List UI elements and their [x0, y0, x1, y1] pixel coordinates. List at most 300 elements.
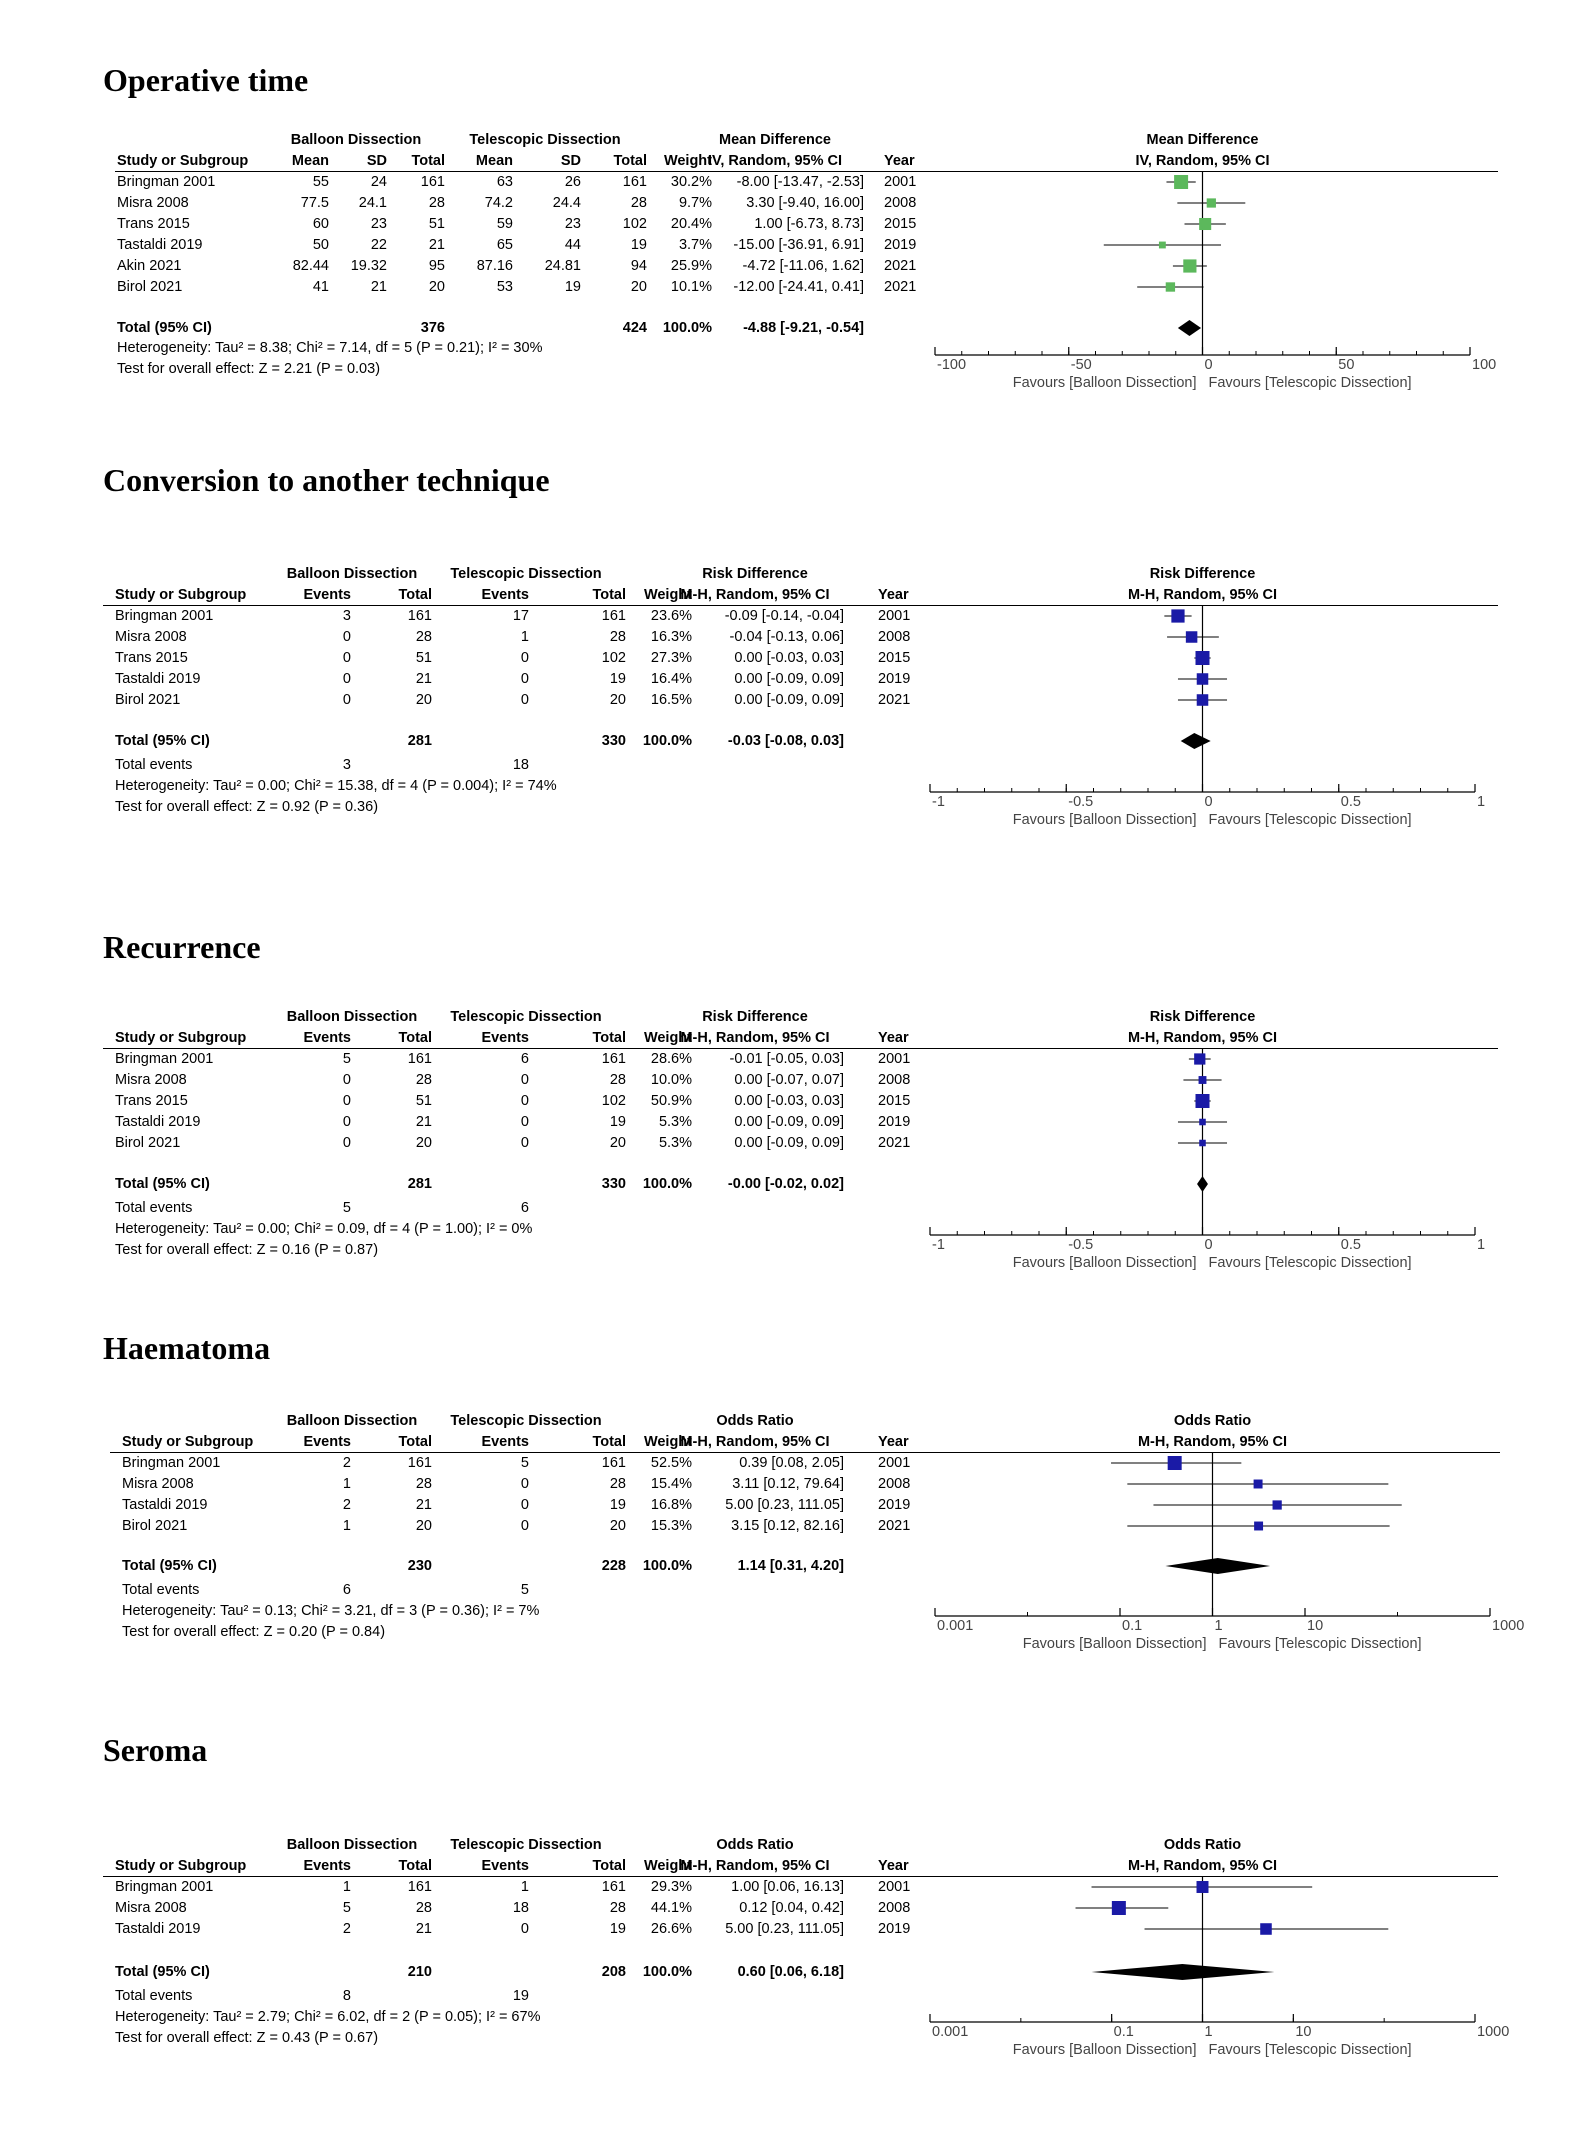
study-cell: 0 [342, 1072, 351, 1088]
heterogeneity-text: Heterogeneity: Tau² = 0.00; Chi² = 0.09, df = 4 (P = 1.00); I² = 0% [115, 1221, 533, 1237]
study-cell: 0 [520, 650, 529, 666]
study-cell: 19 [609, 1497, 626, 1513]
favours-right-label: Favours [Telescopic Dissection] [1208, 2042, 1412, 2058]
study-cell: 26 [564, 174, 581, 190]
total-events-label: Total events [122, 1582, 200, 1598]
study-ci: 0.00 [-0.09, 0.09] [734, 692, 844, 708]
column-header: Total [411, 153, 445, 169]
column-header-weight: Weight [643, 1030, 692, 1046]
study-cell: 161 [601, 1051, 626, 1067]
column-header: Total [592, 1434, 626, 1450]
study-ci: 0.00 [-0.07, 0.07] [734, 1072, 844, 1088]
study-weight: 10.0% [650, 1072, 692, 1088]
column-header: Mean [475, 153, 513, 169]
chart-title: Operative time [103, 62, 309, 98]
study-marker [1183, 259, 1196, 272]
column-header-ci: M-H, Random, 95% CI [680, 1434, 830, 1450]
study-year: 2021 [878, 1518, 911, 1534]
study-cell: 24.4 [552, 195, 581, 211]
study-year: 2019 [878, 671, 911, 687]
study-cell: 23 [564, 216, 581, 232]
study-year: 2021 [878, 692, 911, 708]
study-cell: 2 [342, 1455, 351, 1471]
study-year: 2008 [884, 195, 917, 211]
study-cell: 19.32 [350, 258, 387, 274]
study-cell: 19 [609, 671, 626, 687]
study-ci: 3.11 [0.12, 79.64] [732, 1476, 844, 1492]
plot-method-header: M-H, Random, 95% CI [1127, 1030, 1278, 1046]
study-cell: 2 [342, 1497, 351, 1513]
study-cell: 161 [407, 608, 432, 624]
study-cell: 2 [342, 1921, 351, 1937]
study-cell: 19 [564, 279, 581, 295]
study-weight: 15.4% [650, 1476, 692, 1492]
study-cell: 20 [415, 1135, 432, 1151]
x-axis-tick-label: -1 [932, 794, 945, 810]
total-events-telescopic: 6 [520, 1200, 529, 1216]
study-name: Bringman 2001 [117, 174, 216, 190]
study-cell: 5 [342, 1051, 351, 1067]
group-label-balloon: Balloon Dissection [286, 1837, 418, 1853]
study-name: Bringman 2001 [115, 608, 214, 624]
x-axis-tick-label: 0.1 [1122, 1618, 1143, 1634]
study-ci: 0.12 [0.04, 0.42] [739, 1900, 844, 1916]
x-axis-tick-label: 0.5 [1340, 794, 1361, 810]
study-ci: -12.00 [-24.41, 0.41] [733, 279, 864, 295]
study-cell: 41 [312, 279, 329, 295]
study-weight: 28.6% [650, 1051, 692, 1067]
x-axis-tick-label: 1 [1477, 794, 1486, 810]
favours-left-label: Favours [Balloon Dissection] [1012, 375, 1197, 391]
study-name: Birol 2021 [115, 692, 181, 708]
total-weight: 100.0% [642, 733, 692, 749]
study-name: Tastaldi 2019 [122, 1497, 208, 1513]
study-cell: 21 [415, 671, 432, 687]
study-name: Tastaldi 2019 [117, 237, 203, 253]
study-marker [1194, 1053, 1205, 1064]
study-weight: 15.3% [650, 1518, 692, 1534]
study-cell: 94 [630, 258, 647, 274]
study-cell: 95 [428, 258, 445, 274]
column-header: Total [398, 1030, 432, 1046]
overall-effect-text: Test for overall effect: Z = 0.20 (P = 0.84) [122, 1624, 386, 1640]
plot-effect-measure-header: Odds Ratio [1163, 1837, 1242, 1853]
column-header: Events [303, 1030, 351, 1046]
study-marker [1196, 1094, 1210, 1108]
x-axis-tick-label: -50 [1070, 357, 1092, 373]
study-cell: 60 [312, 216, 329, 232]
study-name: Tastaldi 2019 [115, 1114, 201, 1130]
study-cell: 0 [520, 1476, 529, 1492]
study-ci: 0.39 [0.08, 2.05] [739, 1455, 844, 1471]
study-marker [1159, 242, 1166, 249]
total-weight: 100.0% [662, 320, 712, 336]
total-telescopic: 228 [601, 1558, 626, 1574]
group-label-balloon: Balloon Dissection [286, 566, 418, 582]
column-header-year: Year [878, 1434, 909, 1450]
study-ci: 0.00 [-0.03, 0.03] [734, 1093, 844, 1109]
study-cell: 0 [520, 1093, 529, 1109]
effect-measure-header: Risk Difference [702, 1009, 808, 1025]
study-name: Trans 2015 [117, 216, 190, 232]
chart-title: Recurrence [103, 929, 261, 965]
overall-effect-text: Test for overall effect: Z = 2.21 (P = 0.03) [117, 361, 381, 377]
study-cell: 21 [415, 1497, 432, 1513]
study-cell: 1 [342, 1518, 351, 1534]
x-axis-tick-label: 0 [1204, 794, 1213, 810]
forest-plot [0, 1048, 1592, 1285]
study-year: 2019 [878, 1497, 911, 1513]
effect-measure-header: Odds Ratio [716, 1413, 794, 1429]
study-cell: 102 [622, 216, 647, 232]
study-marker [1207, 198, 1216, 207]
column-header: Mean [291, 153, 329, 169]
study-cell: 102 [601, 1093, 626, 1109]
study-cell: 161 [601, 1879, 626, 1895]
study-name: Misra 2008 [117, 195, 189, 211]
plot-effect-measure-header: Risk Difference [1149, 566, 1256, 582]
heterogeneity-text: Heterogeneity: Tau² = 0.00; Chi² = 15.38, df = 4 (P = 0.004); I² = 74% [115, 778, 557, 794]
study-cell: 65 [496, 237, 513, 253]
column-header-weight: Weight [643, 1434, 692, 1450]
study-weight: 23.6% [650, 608, 692, 624]
study-cell: 3 [342, 608, 351, 624]
study-cell: 51 [415, 650, 432, 666]
total-events-balloon: 6 [342, 1582, 351, 1598]
study-cell: 28 [415, 629, 432, 645]
study-cell: 28 [609, 1900, 626, 1916]
column-header-ci: M-H, Random, 95% CI [680, 587, 830, 603]
study-cell: 0 [520, 692, 529, 708]
plot-effect-measure-header: Odds Ratio [1173, 1413, 1252, 1429]
study-weight: 3.7% [678, 237, 712, 253]
study-cell: 74.2 [484, 195, 513, 211]
study-ci: 0.00 [-0.09, 0.09] [734, 671, 844, 687]
study-weight: 25.9% [670, 258, 712, 274]
summary-diamond [1197, 1176, 1208, 1192]
x-axis-tick-label: 50 [1338, 357, 1355, 373]
total-balloon: 376 [420, 320, 445, 336]
study-cell: 5 [342, 1900, 351, 1916]
study-name: Tastaldi 2019 [115, 671, 201, 687]
total-balloon: 230 [407, 1558, 432, 1574]
study-name: Tastaldi 2019 [115, 1921, 201, 1937]
column-header: Total [592, 1858, 626, 1874]
study-year: 2015 [884, 216, 917, 232]
study-name: Misra 2008 [122, 1476, 194, 1492]
x-axis-tick-label: 1 [1214, 1618, 1223, 1634]
column-header: Total [398, 1434, 432, 1450]
x-axis-tick-label: 0 [1204, 1237, 1213, 1253]
group-label-telescopic: Telescopic Dissection [450, 566, 602, 582]
study-ci: 3.30 [-9.40, 16.00] [746, 195, 864, 211]
study-marker [1197, 1881, 1209, 1893]
study-cell: 0 [342, 1093, 351, 1109]
study-name: Bringman 2001 [115, 1879, 214, 1895]
overall-effect-text: Test for overall effect: Z = 0.92 (P = 0.36) [115, 799, 379, 815]
total-weight: 100.0% [642, 1558, 692, 1574]
chart-title: Conversion to another technique [103, 462, 550, 498]
study-year: 2001 [878, 1051, 911, 1067]
study-cell: 28 [609, 629, 626, 645]
chart-title: Haematoma [103, 1330, 271, 1366]
summary-diamond [1165, 1558, 1270, 1574]
study-marker [1112, 1901, 1126, 1915]
column-header: Events [303, 1858, 351, 1874]
study-year: 2001 [878, 608, 911, 624]
study-weight: 16.4% [650, 671, 692, 687]
column-header: Total [398, 587, 432, 603]
total-label: Total (95% CI) [115, 733, 210, 749]
study-year: 2015 [878, 650, 911, 666]
study-name: Akin 2021 [117, 258, 182, 274]
study-weight: 27.3% [650, 650, 692, 666]
plot-method-header: M-H, Random, 95% CI [1127, 1858, 1278, 1874]
study-cell: 0 [342, 1114, 351, 1130]
study-marker [1273, 1500, 1282, 1509]
total-telescopic: 330 [601, 733, 626, 749]
study-cell: 28 [415, 1476, 432, 1492]
study-cell: 0 [342, 692, 351, 708]
column-header-study: Study or Subgroup [115, 1030, 247, 1046]
total-weight: 100.0% [642, 1964, 692, 1980]
study-cell: 1 [520, 1879, 529, 1895]
study-year: 2001 [878, 1879, 911, 1895]
study-ci: -15.00 [-36.91, 6.91] [733, 237, 864, 253]
study-cell: 28 [428, 195, 445, 211]
total-label: Total (95% CI) [117, 320, 212, 336]
study-cell: 0 [520, 1921, 529, 1937]
total-ci: -4.88 [-9.21, -0.54] [743, 320, 864, 336]
study-name: Misra 2008 [115, 1900, 187, 1916]
favours-right-label: Favours [Telescopic Dissection] [1208, 375, 1412, 391]
column-header: Events [481, 587, 529, 603]
column-header: Events [481, 1858, 529, 1874]
x-axis-tick-label: 100 [1472, 357, 1497, 373]
plot-method-header: IV, Random, 95% CI [1135, 153, 1270, 169]
study-marker [1199, 1119, 1206, 1126]
study-year: 2021 [884, 258, 917, 274]
study-ci: 0.00 [-0.09, 0.09] [734, 1135, 844, 1151]
total-events-telescopic: 19 [512, 1988, 529, 2004]
study-cell: 20 [609, 692, 626, 708]
x-axis-tick-label: -1 [932, 1237, 945, 1253]
favours-left-label: Favours [Balloon Dissection] [1022, 1636, 1207, 1652]
study-year: 2008 [878, 1476, 911, 1492]
study-ci: 1.00 [-6.73, 8.73] [754, 216, 864, 232]
study-year: 2019 [878, 1921, 911, 1937]
study-cell: 18 [512, 1900, 529, 1916]
total-telescopic: 208 [601, 1964, 626, 1980]
study-ci: -4.72 [-11.06, 1.62] [742, 258, 864, 274]
total-ci: 0.60 [0.06, 6.18] [737, 1964, 844, 1980]
column-header-year: Year [878, 1858, 909, 1874]
column-header-ci: IV, Random, 95% CI [707, 153, 843, 169]
heterogeneity-text: Heterogeneity: Tau² = 2.79; Chi² = 6.02, df = 2 (P = 0.05); I² = 67% [115, 2009, 541, 2025]
study-year: 2008 [878, 629, 911, 645]
total-events-label: Total events [115, 757, 193, 773]
study-cell: 28 [630, 195, 647, 211]
study-cell: 161 [407, 1051, 432, 1067]
study-marker [1254, 1480, 1263, 1489]
study-cell: 161 [601, 608, 626, 624]
total-telescopic: 330 [601, 1176, 626, 1192]
study-cell: 102 [601, 650, 626, 666]
total-balloon: 210 [407, 1964, 432, 1980]
study-cell: 161 [407, 1455, 432, 1471]
plot-effect-measure-header: Risk Difference [1149, 1009, 1256, 1025]
total-telescopic: 424 [622, 320, 647, 336]
total-ci: 1.14 [0.31, 4.20] [737, 1558, 844, 1574]
favours-right-label: Favours [Telescopic Dissection] [1218, 1636, 1422, 1652]
forest-plot [0, 1452, 1592, 1666]
study-cell: 28 [415, 1072, 432, 1088]
study-cell: 17 [512, 608, 529, 624]
study-cell: 5 [520, 1455, 529, 1471]
total-weight: 100.0% [642, 1176, 692, 1192]
plot-method-header: M-H, Random, 95% CI [1127, 587, 1278, 603]
x-axis-tick-label: 0.001 [932, 2024, 969, 2040]
study-cell: 44 [564, 237, 581, 253]
study-cell: 161 [601, 1455, 626, 1471]
study-weight: 16.5% [650, 692, 692, 708]
chart-title: Seroma [103, 1732, 208, 1768]
study-ci: -0.01 [-0.05, 0.03] [729, 1051, 844, 1067]
column-header: Total [613, 153, 647, 169]
total-label: Total (95% CI) [122, 1558, 217, 1574]
study-name: Birol 2021 [122, 1518, 188, 1534]
study-cell: 24 [370, 174, 387, 190]
study-weight: 10.1% [670, 279, 712, 295]
study-cell: 55 [312, 174, 329, 190]
study-cell: 24.1 [358, 195, 387, 211]
study-weight: 16.8% [650, 1497, 692, 1513]
study-weight: 20.4% [670, 216, 712, 232]
study-weight: 16.3% [650, 629, 692, 645]
plot-method-header: M-H, Random, 95% CI [1137, 1434, 1288, 1450]
study-ci: -0.04 [-0.13, 0.06] [729, 629, 844, 645]
study-cell: 0 [520, 1497, 529, 1513]
total-balloon: 281 [407, 1176, 432, 1192]
study-name: Misra 2008 [115, 1072, 187, 1088]
study-year: 2021 [884, 279, 917, 295]
study-cell: 24.81 [544, 258, 581, 274]
study-ci: 5.00 [0.23, 111.05] [725, 1921, 844, 1937]
group-label-telescopic: Telescopic Dissection [450, 1009, 602, 1025]
study-cell: 1 [520, 629, 529, 645]
group-label-balloon: Balloon Dissection [286, 1009, 418, 1025]
study-weight: 50.9% [650, 1093, 692, 1109]
column-header: Events [303, 587, 351, 603]
column-header: Total [592, 587, 626, 603]
x-axis-tick-label: -0.5 [1068, 794, 1094, 810]
total-ci: -0.03 [-0.08, 0.03] [727, 733, 844, 749]
plot-effect-measure-header: Mean Difference [1146, 132, 1259, 148]
effect-measure-header: Risk Difference [702, 566, 808, 582]
favours-left-label: Favours [Balloon Dissection] [1012, 2042, 1197, 2058]
study-cell: 0 [342, 1135, 351, 1151]
study-cell: 59 [496, 216, 513, 232]
study-cell: 0 [520, 1135, 529, 1151]
x-axis-tick-label: 1 [1477, 1237, 1486, 1253]
study-cell: 23 [370, 216, 387, 232]
study-cell: 20 [609, 1518, 626, 1534]
study-weight: 26.6% [650, 1921, 692, 1937]
study-cell: 77.5 [300, 195, 329, 211]
total-events-balloon: 3 [342, 757, 351, 773]
study-marker [1199, 1076, 1207, 1084]
study-weight: 52.5% [650, 1455, 692, 1471]
study-marker [1197, 694, 1209, 706]
study-ci: 3.15 [0.12, 82.16] [731, 1518, 844, 1534]
x-axis-tick-label: 10 [1307, 1618, 1324, 1634]
study-name: Birol 2021 [117, 279, 183, 295]
study-cell: 20 [609, 1135, 626, 1151]
total-events-balloon: 5 [342, 1200, 351, 1216]
study-cell: 21 [370, 279, 387, 295]
column-header-study: Study or Subgroup [115, 587, 247, 603]
column-header: Total [398, 1858, 432, 1874]
study-year: 2015 [878, 1093, 911, 1109]
study-weight: 30.2% [670, 174, 712, 190]
study-cell: 0 [342, 671, 351, 687]
column-header: Total [592, 1030, 626, 1046]
group-label-telescopic: Telescopic Dissection [450, 1413, 602, 1429]
total-label: Total (95% CI) [115, 1176, 210, 1192]
column-header: Events [303, 1434, 351, 1450]
total-events-telescopic: 5 [520, 1582, 529, 1598]
total-events-label: Total events [115, 1988, 193, 2004]
study-name: Birol 2021 [115, 1135, 181, 1151]
study-name: Bringman 2001 [115, 1051, 214, 1067]
study-year: 2001 [878, 1455, 911, 1471]
total-balloon: 281 [407, 733, 432, 749]
study-weight: 9.7% [678, 195, 712, 211]
x-axis-tick-label: 1 [1204, 2024, 1213, 2040]
study-ci: 0.00 [-0.03, 0.03] [734, 650, 844, 666]
study-cell: 28 [415, 1900, 432, 1916]
x-axis-tick-label: 0.5 [1340, 1237, 1361, 1253]
column-header: Events [481, 1030, 529, 1046]
column-header-weight: Weight [663, 153, 712, 169]
study-ci: -0.09 [-0.14, -0.04] [724, 608, 844, 624]
study-cell: 21 [415, 1921, 432, 1937]
column-header-study: Study or Subgroup [117, 153, 249, 169]
heterogeneity-text: Heterogeneity: Tau² = 0.13; Chi² = 3.21, df = 3 (P = 0.36); I² = 7% [122, 1603, 540, 1619]
study-ci: -8.00 [-13.47, -2.53] [736, 174, 864, 190]
study-cell: 51 [415, 1093, 432, 1109]
study-name: Trans 2015 [115, 650, 188, 666]
study-cell: 19 [630, 237, 647, 253]
column-header: Events [481, 1434, 529, 1450]
column-header-year: Year [878, 587, 909, 603]
total-events-telescopic: 18 [512, 757, 529, 773]
study-cell: 0 [520, 1518, 529, 1534]
study-cell: 53 [496, 279, 513, 295]
x-axis-tick-label: 1000 [1492, 1618, 1525, 1634]
summary-diamond [1092, 1964, 1275, 1980]
study-cell: 19 [609, 1921, 626, 1937]
column-header-year: Year [878, 1030, 909, 1046]
study-cell: 20 [415, 1518, 432, 1534]
study-weight: 5.3% [658, 1114, 692, 1130]
study-year: 2021 [878, 1135, 911, 1151]
column-header: SD [366, 153, 387, 169]
column-header-weight: Weight [643, 587, 692, 603]
study-marker [1196, 651, 1210, 665]
favours-left-label: Favours [Balloon Dissection] [1012, 812, 1197, 828]
study-year: 2008 [878, 1900, 911, 1916]
